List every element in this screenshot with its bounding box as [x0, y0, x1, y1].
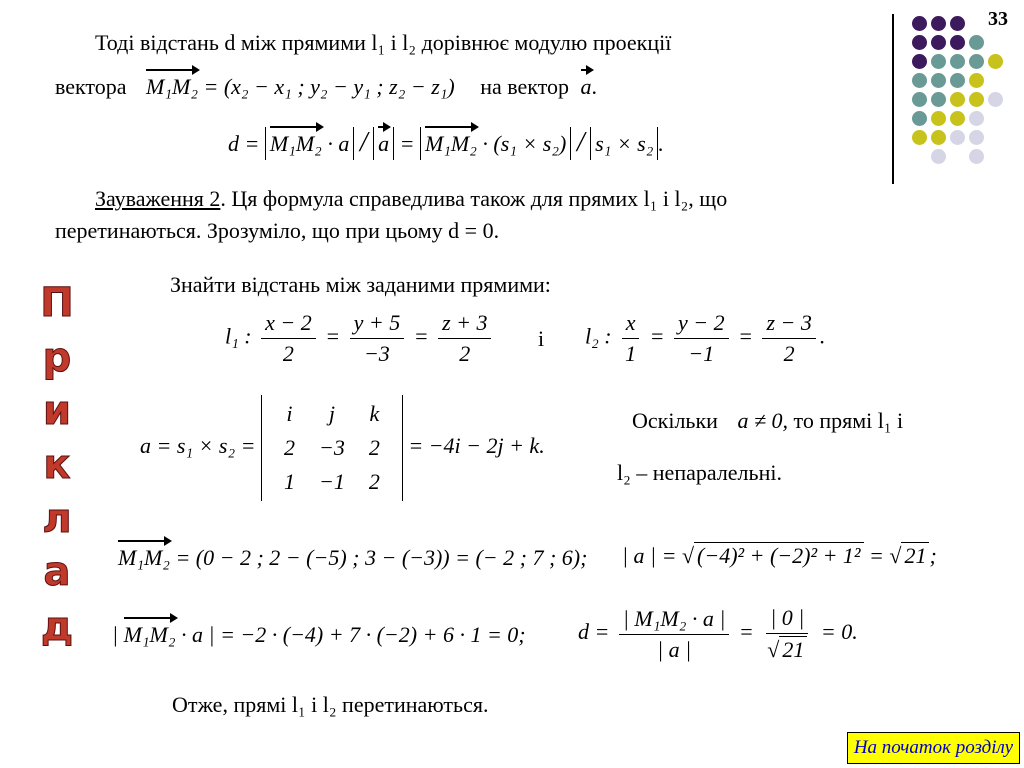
formula-div-2: / — [576, 127, 585, 158]
formula-eq: = — [399, 131, 415, 156]
det-r3c2: −1 — [318, 469, 345, 494]
formula-abs-cross: s₁ × s₂ — [590, 127, 658, 160]
remark — [55, 186, 955, 244]
l1-frac-z: $\frac{z + 3}{2}$ — [438, 310, 491, 367]
det-r2c3: 2 — [368, 435, 380, 460]
distance-formula — [228, 127, 664, 158]
formula-d-eq: d = — [228, 131, 260, 156]
formula-abs-a: a — [373, 127, 394, 160]
line-l2-equation — [585, 310, 825, 367]
side-letter-1: П — [40, 280, 74, 326]
dot-lhs: | — [112, 622, 119, 647]
since-line-2: l₂ – непаралельні. — [617, 460, 782, 485]
distance-result — [578, 605, 858, 663]
abs-a-eq: = — [869, 543, 884, 568]
d-lhs: d = — [578, 619, 610, 645]
l2-end: . — [819, 323, 826, 349]
side-letter-5: л — [42, 496, 72, 542]
since-rest-1: то прямі l₁ і — [793, 408, 904, 433]
intro-vector-label: вектора — [55, 74, 127, 99]
intro-projection-label: на вектор — [480, 74, 570, 99]
l2-eq-1: = — [649, 323, 665, 349]
side-letter-7: д — [40, 604, 74, 650]
det-r2c2: −3 — [318, 435, 345, 460]
det-r3c1: 1 — [283, 469, 295, 494]
m1m2-calc: M₁M₂ = (0 − 2 ; 2 − (−5) ; 3 − (−3)) = (− 2 ; 7 ; 6); — [118, 545, 587, 571]
det-r3c3: 2 — [368, 469, 380, 494]
det-j: j — [328, 401, 335, 426]
l2-frac-y: $\frac{y - 2}{-1}$ — [674, 310, 729, 367]
conclusion: Отже, прямі l₁ і l₂ перетинаються. — [172, 692, 489, 717]
formula-abs-2: M₁M₂ · (s₁ × s₂) — [420, 127, 571, 160]
line-l1-equation — [225, 310, 495, 367]
l2-label: l₂ : — [585, 323, 612, 349]
example-task: Знайти відстань між заданими прямими: — [170, 272, 551, 297]
l1-label: l₁ : — [225, 323, 252, 349]
remark-line-1: . Ця формула справедлива також для прямих l₁ і l₂, що — [220, 186, 728, 211]
abs-a-lhs: | a | = — [622, 543, 677, 568]
l1-eq-1: = — [325, 323, 341, 349]
m1m2-coords: = (x₂ − x₁ ; y₂ − y₁ ; z₂ − z₁) — [203, 74, 455, 99]
cross-rhs: = −4i − 2j + k. — [408, 433, 545, 459]
abs-a-semi: ; — [929, 543, 937, 568]
det-i: i — [286, 401, 293, 426]
d-eq: = — [738, 619, 754, 645]
page-number: 33 — [988, 8, 1008, 30]
side-letter-2: р — [42, 335, 72, 381]
formula-abs-1: M₁M₂ · a — [265, 127, 354, 160]
formula-div-1: / — [359, 127, 368, 158]
d-end: = 0. — [820, 619, 858, 645]
remark-line-2: перетинаються. Зрозуміло, що при цьому d = 0. — [55, 218, 500, 243]
l1-frac-x: $\frac{x - 2}{2}$ — [261, 310, 316, 367]
side-letter-3: и — [42, 388, 72, 434]
cross-lhs: a = s₁ × s₂ = — [140, 433, 256, 459]
intro-line-1: Тоді відстань d між прямими l₁ і l₂ дорівнює модулю проекції — [95, 30, 672, 55]
l2-frac-z: $\frac{z - 3}{2}$ — [762, 310, 815, 367]
dot-rhs: · a | = −2 · (−4) + 7 · (−2) + 6 · 1 = 0; — [181, 622, 526, 647]
sqrt-21: 21 — [901, 542, 929, 569]
intro-period: . — [591, 74, 598, 99]
d-frac: $\frac{\text{| M₁M₂ · a |}}{| a |}$ — [619, 606, 730, 663]
vector-a: a — [581, 74, 592, 100]
l2-frac-x: $\frac{x}{1}$ — [621, 310, 640, 367]
dot-product-calc: | M₁M₂ · a | = −2 · (−4) + 7 · (−2) + 6 · 1 = 0; — [112, 622, 526, 648]
m1m2-value: = (0 − 2 ; 2 − (−5) ; 3 − (−3)) = (− 2 ; 7 ; 6); — [175, 545, 588, 570]
l2-eq-2: = — [738, 323, 753, 349]
cross-product — [140, 395, 545, 501]
determinant — [261, 395, 403, 501]
l1-frac-y: $\frac{y + 5}{-3}$ — [350, 310, 405, 367]
since-word: Оскільки — [632, 408, 718, 433]
abs-a-calc: | a | = √ (−4)² + (−2)² + 1² = √ 21 ; — [622, 543, 937, 568]
abs-a-radicand: (−4)² + (−2)² + 1² — [694, 542, 863, 569]
intro-line-2 — [55, 74, 895, 100]
det-r2c1: 2 — [283, 435, 295, 460]
det-k: k — [369, 401, 380, 426]
m1m2-vector: M₁M₂ — [146, 74, 198, 100]
side-letter-6: а — [43, 549, 71, 595]
formula-end: . — [658, 131, 664, 156]
since-line-1 — [632, 408, 903, 434]
l1-eq-2: = — [413, 323, 429, 349]
and-word: і — [538, 326, 545, 351]
remark-label: Зауваження 2 — [95, 186, 221, 211]
back-to-section-button[interactable]: На початок розділу — [847, 732, 1020, 764]
since-cond: a ≠ 0, — [737, 408, 789, 433]
zero-frac: $\frac{| 0 |}{√ 21}$ — [763, 605, 811, 663]
side-letter-4: к — [43, 442, 71, 488]
